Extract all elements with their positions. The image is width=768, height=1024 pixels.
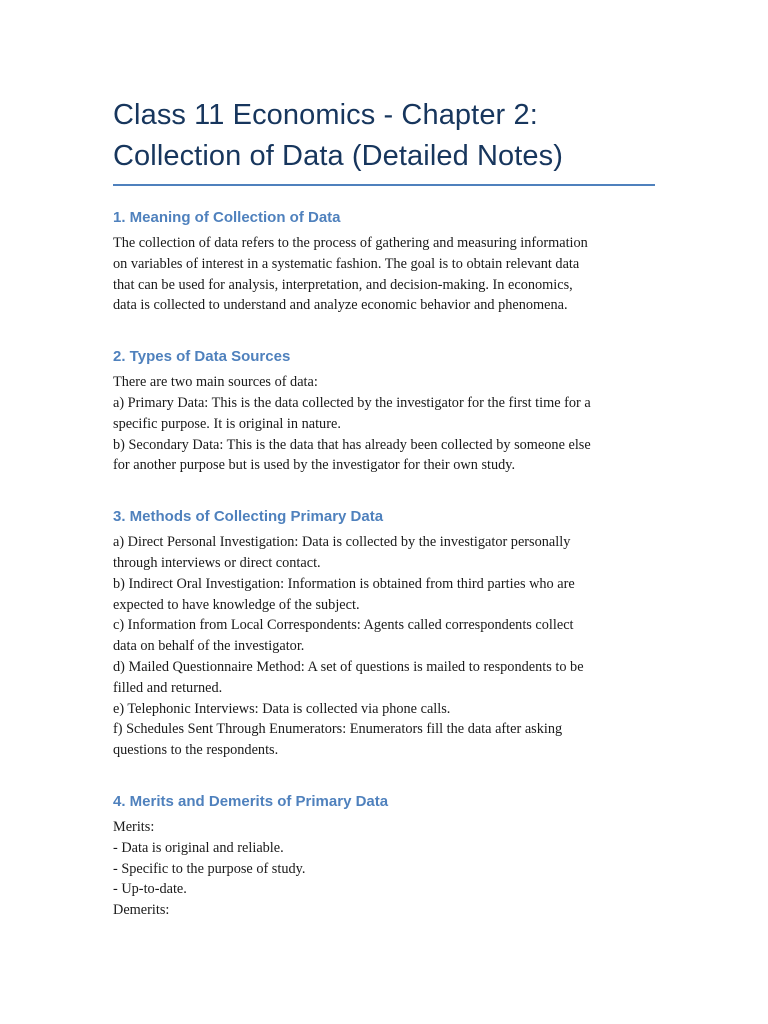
text-line: Merits: — [113, 818, 155, 835]
text-line: on variables of interest in a systematic fashion. The goal is to obtain relevant data — [113, 255, 580, 272]
text-line: b) Secondary Data: This is the data that has already been collected by someone else — [113, 436, 591, 453]
text-line: through interviews or direct contact. — [113, 554, 321, 571]
text-line: d) Mailed Questionnaire Method: A set of questions is mailed to respondents to be — [113, 658, 584, 675]
title-line: Class 11 Economics - Chapter 2: — [113, 99, 538, 131]
text-line: filled and returned. — [113, 679, 223, 696]
text-line: data on behalf of the investigator. — [113, 638, 305, 655]
text-line: that can be used for analysis, interpretation, and decision-making. In economics, — [113, 276, 573, 293]
text-line: data is collected to understand and analyze economic behavior and phenomena. — [113, 297, 568, 314]
section-heading: 3. Methods of Collecting Primary Data — [113, 508, 384, 526]
title-underline — [113, 184, 655, 186]
text-line: b) Indirect Oral Investigation: Information is obtained from third parties who are — [113, 575, 575, 592]
section-heading: 1. Meaning of Collection of Data — [113, 209, 341, 226]
section-body — [113, 532, 655, 761]
text-line: questions to the respondents. — [113, 742, 279, 759]
title-line: Collection of Data (Detailed Notes) — [113, 140, 563, 172]
text-line: for another purpose but is used by the investigator for their own study. — [113, 457, 516, 474]
text-line: - Data is original and reliable. — [113, 839, 284, 856]
text-line: f) Schedules Sent Through Enumerators: Enumerators fill the data after asking — [113, 721, 563, 738]
document-page — [113, 0, 655, 921]
section-body — [113, 372, 655, 476]
text-line: a) Primary Data: This is the data collected by the investigator for the first time for a — [113, 394, 591, 411]
section-heading: 2. Types of Data Sources — [113, 348, 291, 366]
section-body — [113, 817, 655, 921]
text-line: The collection of data refers to the process of gathering and measuring information — [113, 235, 588, 251]
text-line: c) Information from Local Correspondents: Agents called correspondents collect — [113, 617, 574, 634]
section-body — [113, 233, 655, 316]
text-line: - Specific to the purpose of study. — [113, 860, 306, 877]
text-line: - Up-to-date. — [113, 881, 187, 898]
page-title — [113, 95, 655, 177]
text-line: e) Telephonic Interviews: Data is collected via phone calls. — [113, 700, 451, 717]
text-line: Demerits: — [113, 902, 170, 919]
text-line: a) Direct Personal Investigation: Data is collected by the investigator personally — [113, 534, 571, 551]
text-line: expected to have knowledge of the subject. — [113, 596, 360, 613]
text-line: specific purpose. It is original in nature. — [113, 415, 341, 432]
section-heading: 4. Merits and Demerits of Primary Data — [113, 792, 389, 810]
text-line: There are two main sources of data: — [113, 374, 318, 391]
